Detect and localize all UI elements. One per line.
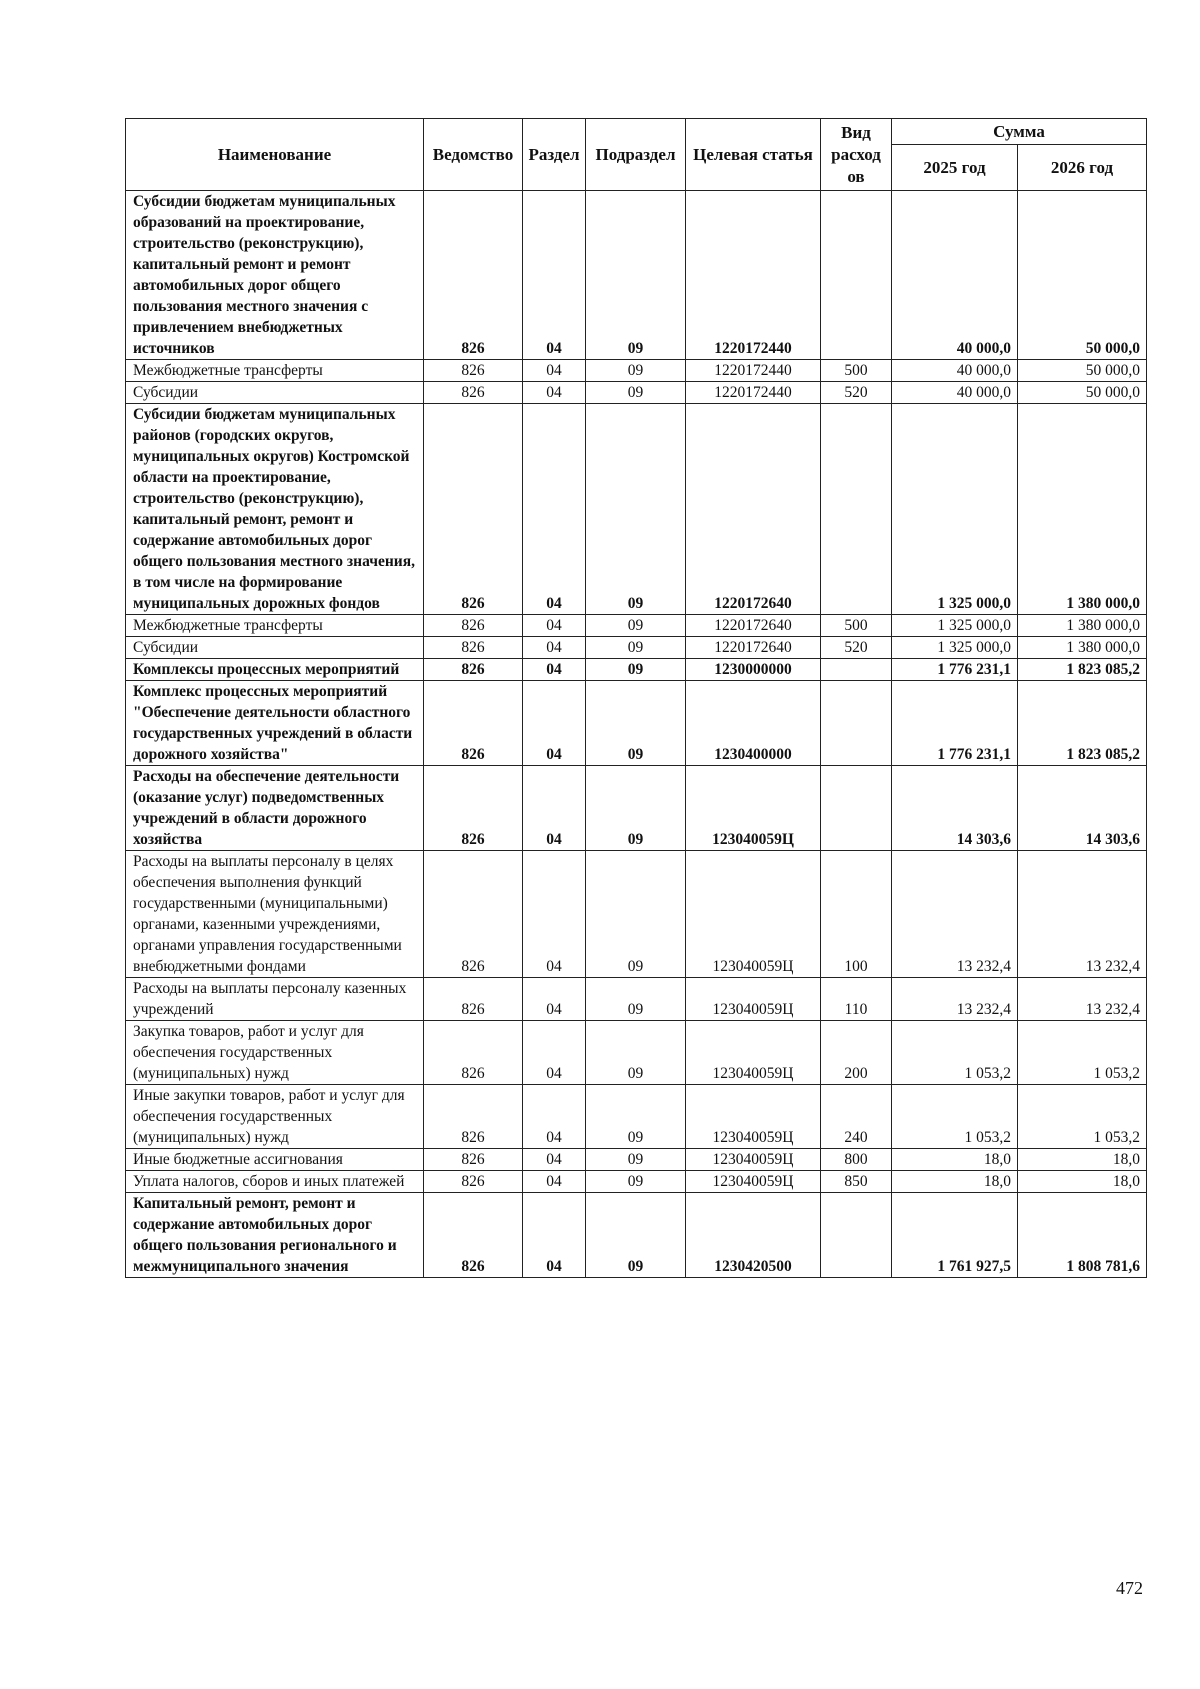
budget-table — [125, 118, 1147, 1278]
table-row — [126, 1193, 1147, 1278]
cell-department: 826 — [424, 1171, 523, 1193]
cell-expense-type: 100 — [821, 851, 892, 978]
cell-department: 826 — [424, 851, 523, 978]
cell-section: 04 — [523, 851, 586, 978]
cell-sum-2026: 1 053,2 — [1018, 1085, 1147, 1149]
cell-target-article: 123040059Ц — [686, 1085, 821, 1149]
header-department: Ведомство — [424, 119, 523, 191]
cell-name: Комплексы процессных мероприятий — [126, 659, 424, 681]
cell-department: 826 — [424, 766, 523, 851]
cell-department: 826 — [424, 191, 523, 360]
table-row — [126, 1021, 1147, 1085]
header-year-2026: 2026 год — [1018, 145, 1147, 191]
cell-target-article: 1220172640 — [686, 404, 821, 615]
cell-target-article: 1220172440 — [686, 191, 821, 360]
cell-target-article: 1220172640 — [686, 615, 821, 637]
cell-subsection: 09 — [586, 978, 686, 1021]
cell-sum-2025: 13 232,4 — [892, 978, 1018, 1021]
table-row — [126, 615, 1147, 637]
cell-sum-2025: 1 053,2 — [892, 1021, 1018, 1085]
table-row — [126, 1085, 1147, 1149]
cell-sum-2025: 40 000,0 — [892, 382, 1018, 404]
table-row — [126, 1171, 1147, 1193]
cell-department: 826 — [424, 1149, 523, 1171]
header-year-2025: 2025 год — [892, 145, 1018, 191]
cell-subsection: 09 — [586, 851, 686, 978]
cell-section: 04 — [523, 766, 586, 851]
cell-sum-2026: 1 808 781,6 — [1018, 1193, 1147, 1278]
cell-subsection: 09 — [586, 637, 686, 659]
cell-sum-2025: 40 000,0 — [892, 191, 1018, 360]
cell-subsection: 09 — [586, 191, 686, 360]
cell-sum-2025: 1 325 000,0 — [892, 404, 1018, 615]
cell-expense-type — [821, 681, 892, 766]
cell-subsection: 09 — [586, 360, 686, 382]
cell-sum-2026: 18,0 — [1018, 1149, 1147, 1171]
cell-subsection: 09 — [586, 1021, 686, 1085]
table-row — [126, 382, 1147, 404]
cell-sum-2025: 1 761 927,5 — [892, 1193, 1018, 1278]
cell-sum-2026: 50 000,0 — [1018, 191, 1147, 360]
cell-section: 04 — [523, 1149, 586, 1171]
cell-section: 04 — [523, 659, 586, 681]
cell-section: 04 — [523, 1193, 586, 1278]
table-row — [126, 766, 1147, 851]
header-target-article: Целевая статья — [686, 119, 821, 191]
cell-subsection: 09 — [586, 681, 686, 766]
cell-section: 04 — [523, 382, 586, 404]
cell-name: Комплекс процессных мероприятий "Обеспечение деятельности областного государственных учреждений в области дорожного хозяйства" — [126, 681, 424, 766]
cell-department: 826 — [424, 404, 523, 615]
table-row — [126, 1149, 1147, 1171]
page-number: 472 — [1116, 1578, 1143, 1598]
cell-expense-type: 520 — [821, 382, 892, 404]
cell-section: 04 — [523, 1085, 586, 1149]
cell-sum-2026: 1 053,2 — [1018, 1021, 1147, 1085]
cell-subsection: 09 — [586, 659, 686, 681]
cell-section: 04 — [523, 978, 586, 1021]
header-name: Наименование — [126, 119, 424, 191]
cell-sum-2026: 50 000,0 — [1018, 360, 1147, 382]
cell-department: 826 — [424, 615, 523, 637]
cell-subsection: 09 — [586, 1149, 686, 1171]
table-row — [126, 681, 1147, 766]
cell-name: Расходы на обеспечение деятельности (оказание услуг) подведомственных учреждений в области дорожного хозяйства — [126, 766, 424, 851]
cell-expense-type: 500 — [821, 615, 892, 637]
cell-department: 826 — [424, 1085, 523, 1149]
cell-department: 826 — [424, 1193, 523, 1278]
cell-name: Уплата налогов, сборов и иных платежей — [126, 1171, 424, 1193]
cell-target-article: 123040059Ц — [686, 1171, 821, 1193]
cell-subsection: 09 — [586, 766, 686, 851]
cell-expense-type — [821, 1193, 892, 1278]
cell-sum-2025: 1 053,2 — [892, 1085, 1018, 1149]
cell-name: Иные бюджетные ассигнования — [126, 1149, 424, 1171]
table-row — [126, 978, 1147, 1021]
cell-department: 826 — [424, 1021, 523, 1085]
cell-sum-2026: 1 380 000,0 — [1018, 615, 1147, 637]
cell-sum-2026: 14 303,6 — [1018, 766, 1147, 851]
table-row — [126, 404, 1147, 615]
cell-target-article: 1220172640 — [686, 637, 821, 659]
cell-section: 04 — [523, 360, 586, 382]
cell-expense-type — [821, 191, 892, 360]
cell-subsection: 09 — [586, 1193, 686, 1278]
cell-target-article: 1220172440 — [686, 382, 821, 404]
cell-sum-2026: 18,0 — [1018, 1171, 1147, 1193]
cell-expense-type: 240 — [821, 1085, 892, 1149]
cell-sum-2025: 1 325 000,0 — [892, 615, 1018, 637]
cell-sum-2026: 1 380 000,0 — [1018, 404, 1147, 615]
cell-target-article: 1230400000 — [686, 681, 821, 766]
cell-department: 826 — [424, 978, 523, 1021]
cell-subsection: 09 — [586, 1085, 686, 1149]
cell-expense-type: 800 — [821, 1149, 892, 1171]
cell-expense-type — [821, 659, 892, 681]
header-expense-type: Вид расход ов — [821, 119, 892, 191]
cell-name: Субсидии бюджетам муниципальных образований на проектирование, строительство (реконструкцию), капитальный ремонт и ремонт автомобильных дорог общего пользования местного значения с привлечением внебюджетных источников — [126, 191, 424, 360]
cell-section: 04 — [523, 681, 586, 766]
cell-sum-2025: 13 232,4 — [892, 851, 1018, 978]
cell-name: Иные закупки товаров, работ и услуг для обеспечения государственных (муниципальных) нужд — [126, 1085, 424, 1149]
cell-sum-2025: 18,0 — [892, 1149, 1018, 1171]
cell-sum-2026: 1 380 000,0 — [1018, 637, 1147, 659]
cell-department: 826 — [424, 360, 523, 382]
header-subsection: Подраздел — [586, 119, 686, 191]
cell-section: 04 — [523, 637, 586, 659]
cell-subsection: 09 — [586, 615, 686, 637]
cell-target-article: 123040059Ц — [686, 851, 821, 978]
cell-sum-2025: 1 776 231,1 — [892, 659, 1018, 681]
cell-expense-type: 500 — [821, 360, 892, 382]
cell-subsection: 09 — [586, 382, 686, 404]
cell-expense-type: 520 — [821, 637, 892, 659]
cell-name: Межбюджетные трансферты — [126, 360, 424, 382]
table-row — [126, 659, 1147, 681]
cell-department: 826 — [424, 382, 523, 404]
cell-sum-2025: 40 000,0 — [892, 360, 1018, 382]
cell-section: 04 — [523, 404, 586, 615]
cell-name: Субсидии — [126, 637, 424, 659]
cell-target-article: 123040059Ц — [686, 1149, 821, 1171]
cell-section: 04 — [523, 615, 586, 637]
cell-section: 04 — [523, 1171, 586, 1193]
cell-target-article: 123040059Ц — [686, 766, 821, 851]
cell-sum-2025: 18,0 — [892, 1171, 1018, 1193]
cell-sum-2026: 13 232,4 — [1018, 851, 1147, 978]
cell-department: 826 — [424, 637, 523, 659]
cell-name: Капитальный ремонт, ремонт и содержание автомобильных дорог общего пользования регионального и межмуниципального значения — [126, 1193, 424, 1278]
table-body — [126, 191, 1147, 1278]
cell-name: Межбюджетные трансферты — [126, 615, 424, 637]
cell-name: Расходы на выплаты персоналу казенных учреждений — [126, 978, 424, 1021]
cell-target-article: 1230000000 — [686, 659, 821, 681]
cell-sum-2025: 14 303,6 — [892, 766, 1018, 851]
header-section: Раздел — [523, 119, 586, 191]
cell-sum-2026: 50 000,0 — [1018, 382, 1147, 404]
cell-sum-2026: 1 823 085,2 — [1018, 681, 1147, 766]
cell-expense-type: 110 — [821, 978, 892, 1021]
cell-name: Субсидии — [126, 382, 424, 404]
cell-target-article: 1230420500 — [686, 1193, 821, 1278]
cell-name: Закупка товаров, работ и услуг для обеспечения государственных (муниципальных) нужд — [126, 1021, 424, 1085]
cell-name: Субсидии бюджетам муниципальных районов (городских округов, муниципальных округов) Костромской области на проектирование, строительство (реконструкцию), капитальный ремонт, ремонт и содержание автомобильных дорог общего пользования местного значения, в том числе на формирование муниципальных дорожных фондов — [126, 404, 424, 615]
cell-subsection: 09 — [586, 1171, 686, 1193]
cell-subsection: 09 — [586, 404, 686, 615]
cell-sum-2026: 1 823 085,2 — [1018, 659, 1147, 681]
cell-target-article: 1220172440 — [686, 360, 821, 382]
table-row — [126, 851, 1147, 978]
cell-section: 04 — [523, 191, 586, 360]
cell-sum-2026: 13 232,4 — [1018, 978, 1147, 1021]
cell-department: 826 — [424, 681, 523, 766]
cell-sum-2025: 1 325 000,0 — [892, 637, 1018, 659]
cell-section: 04 — [523, 1021, 586, 1085]
cell-expense-type — [821, 766, 892, 851]
cell-target-article: 123040059Ц — [686, 978, 821, 1021]
cell-target-article: 123040059Ц — [686, 1021, 821, 1085]
header-sum: Сумма — [892, 119, 1147, 145]
cell-name: Расходы на выплаты персоналу в целях обеспечения выполнения функций государственными (муниципальными) органами, казенными учреждениями, органами управления государственными внебюджетными фондами — [126, 851, 424, 978]
table-row — [126, 360, 1147, 382]
cell-sum-2025: 1 776 231,1 — [892, 681, 1018, 766]
table-row — [126, 191, 1147, 360]
table-row — [126, 637, 1147, 659]
cell-expense-type: 200 — [821, 1021, 892, 1085]
cell-expense-type: 850 — [821, 1171, 892, 1193]
cell-department: 826 — [424, 659, 523, 681]
cell-expense-type — [821, 404, 892, 615]
